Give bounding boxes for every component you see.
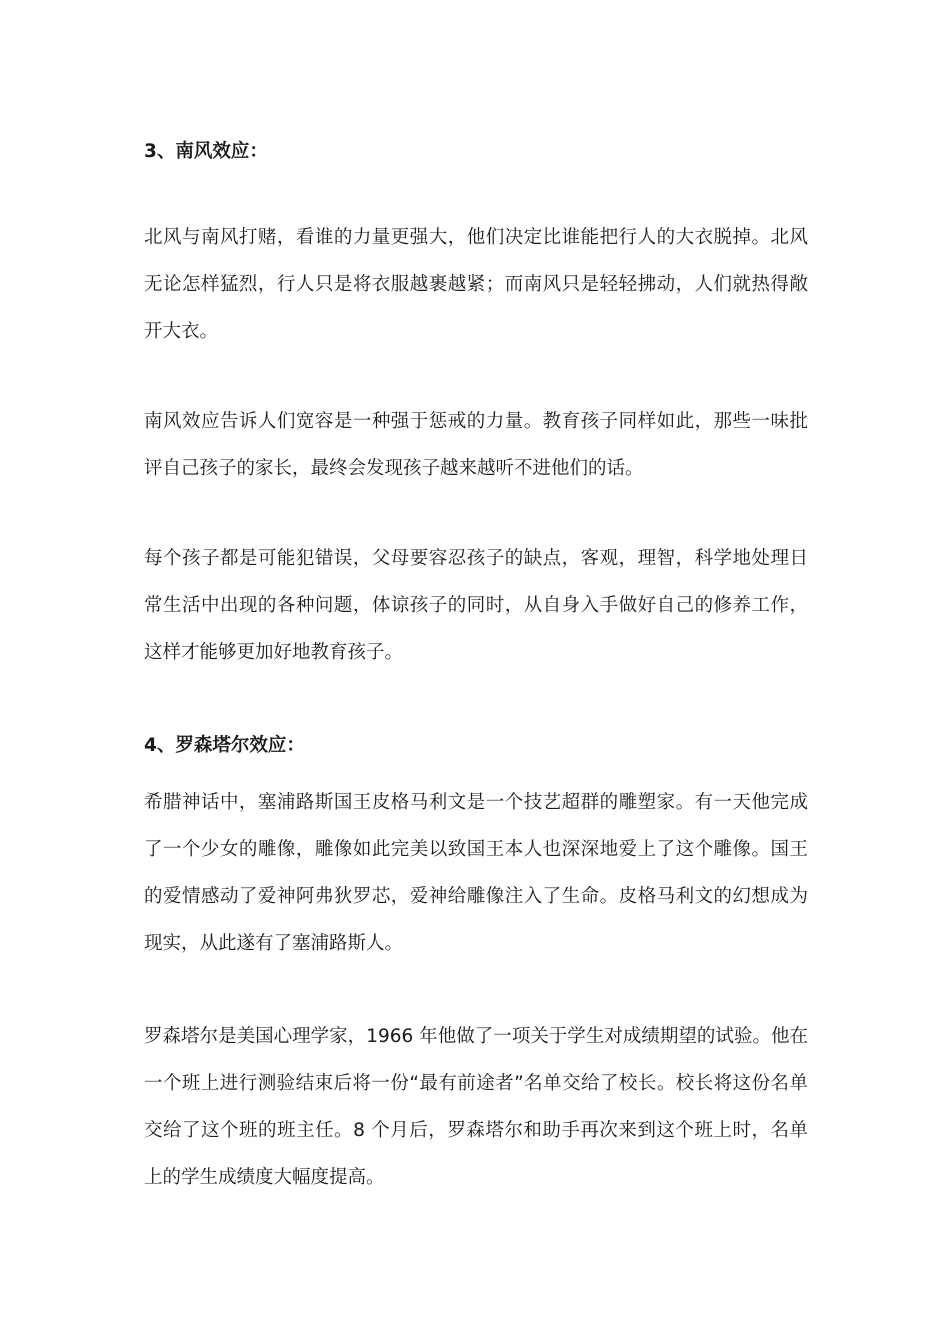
paragraph-parenting-advice: 每个孩子都是可能犯错误，父母要容忍孩子的缺点，客观，理智，科学地处理日常生活中出现的各种问题，体谅孩子的同时，从自身入手做好自己的修养工作，这样才能够更加好地教育孩子。 bbox=[144, 548, 808, 663]
section-heading-south-wind: 3、南风效应： bbox=[144, 141, 268, 162]
paragraph-south-wind-effect: 南风效应告诉人们宽容是一种强于惩戒的力量。教育孩子同样如此，那些一味批评自己孩子的家长，最终会发现孩子越来越听不进他们的话。 bbox=[144, 411, 808, 479]
paragraph-pygmalion-myth: 希腊神话中，塞浦路斯国王皮格马利文是一个技艺超群的雕塑家。有一天他完成了一个少女的雕像，雕像如此完美以致国王本人也深深地爱上了这个雕像。国王的爱情感动了爱神阿弗狄罗芯，爱神给雕像注入了生命。皮格马利文的幻想成为现实，从此遂有了塞浦路斯人。 bbox=[144, 792, 808, 954]
section-heading-rosenthal-effect: 4、罗森塔尔效应： bbox=[144, 735, 305, 756]
paragraph-rosenthal-experiment: 罗森塔尔是美国心理学家，1966 年他做了一项关于学生对成绩期望的试验。他在一个班上进行测验结束后将一份“最有前途者”名单交给了校长。校长将这份名单交给了这个班的班主任。8 个月后，罗森塔尔和助手再次来到这个班上时，名单上的学生成绩度大幅度提高。 bbox=[144, 1026, 808, 1188]
paragraph-north-south-wind-story: 北风与南风打赌，看谁的力量更强大，他们决定比谁能把行人的大衣脱掉。北风无论怎样猛烈，行人只是将衣服越裹越紧；而南风只是轻轻拂动，人们就热得敞开大衣。 bbox=[144, 227, 808, 342]
